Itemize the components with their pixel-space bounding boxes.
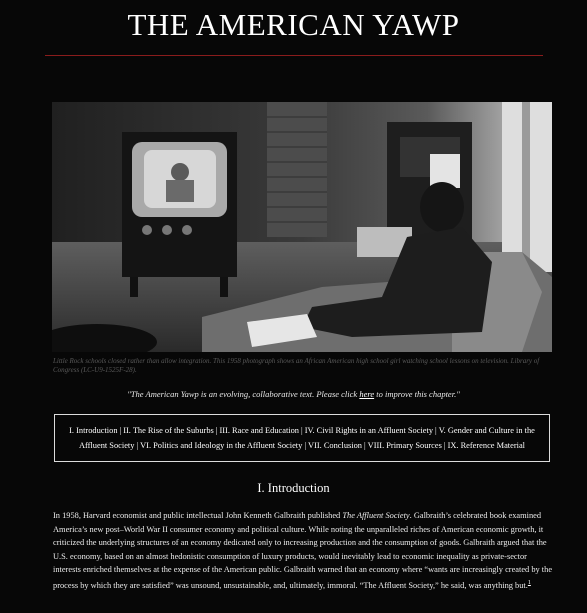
- paragraph-text-start: In 1958, Harvard economist and public intellectual John Kenneth Galbraith published: [53, 511, 343, 520]
- toc-separator: |: [363, 441, 366, 450]
- toc-separator: |: [215, 426, 218, 435]
- hero-photo-illustration: [52, 102, 552, 352]
- footnote-marker: [528, 580, 531, 586]
- notice-suffix: to improve this chapter.": [374, 389, 460, 399]
- footnote-link[interactable]: 1: [527, 579, 531, 586]
- toc-link-race-and-education[interactable]: III. Race and Education: [219, 426, 299, 435]
- toc-link-primary-sources[interactable]: VIII. Primary Sources: [367, 441, 442, 450]
- hero-photo: [52, 102, 552, 352]
- toc-separator: |: [119, 426, 122, 435]
- toc-link-reference-material[interactable]: IX. Reference Material: [447, 441, 525, 450]
- toc-link-politics-and-ideology[interactable]: VI. Politics and Ideology in the Affluent Society: [140, 441, 303, 450]
- toc-separator: |: [304, 441, 307, 450]
- section-heading: I. Introduction: [257, 481, 330, 495]
- toc-link-introduction[interactable]: I. Introduction: [69, 426, 118, 435]
- toc-link-conclusion[interactable]: VII. Conclusion: [308, 441, 362, 450]
- evolving-text-notice: [0, 389, 587, 399]
- title-divider: [45, 55, 543, 56]
- notice-prefix: "The American Yawp is an evolving, collaborative text. Please click: [127, 389, 360, 399]
- toc-link-civil-rights[interactable]: IV. Civil Rights in an Affluent Society: [304, 426, 434, 435]
- hero-caption: Little Rock schools closed rather than allow integration. This 1958 photograph shows an African American high school girl watching school lessons on television. Library of Congress (LC-U9-1525F-28).: [53, 357, 540, 374]
- intro-paragraph: [53, 509, 553, 592]
- paragraph-text-rest: . Galbraith’s celebrated book examined America’s new post–World War II consumer economy and political culture. While noting the unparalleled riches of American economic growth, it criticized the underlying structures of an economy dedicated only to increasing production and the consumption of goods. Galbraith argued that the U.S. economy, based on an almost hedonistic consumption of luxury products, would inevitably lead to economic inequality as private-sector interests enriched themselves at the expense of the American public. Galbraith warned that an economy where “wants are increasingly created by the process by which they are satisfied” was unsound, unsustainable, and, ultimately, immoral. “The Affluent Society,” he said, was anything but.: [53, 511, 553, 590]
- toc-link-gender-and-culture[interactable]: V. Gender and Culture in the Affluent Society: [78, 426, 535, 450]
- toc-separator: |: [435, 426, 437, 435]
- toc-separator: |: [301, 426, 303, 435]
- toc-separator: |: [136, 441, 139, 450]
- book-title: The Affluent Society: [342, 511, 410, 520]
- toc-separator: |: [443, 441, 446, 450]
- toc-link-rise-of-suburbs[interactable]: II. The Rise of the Suburbs: [123, 426, 214, 435]
- chapter-toc: [54, 414, 550, 462]
- site-title[interactable]: THE AMERICAN YAWP: [127, 7, 460, 42]
- improve-chapter-link[interactable]: here: [359, 389, 375, 399]
